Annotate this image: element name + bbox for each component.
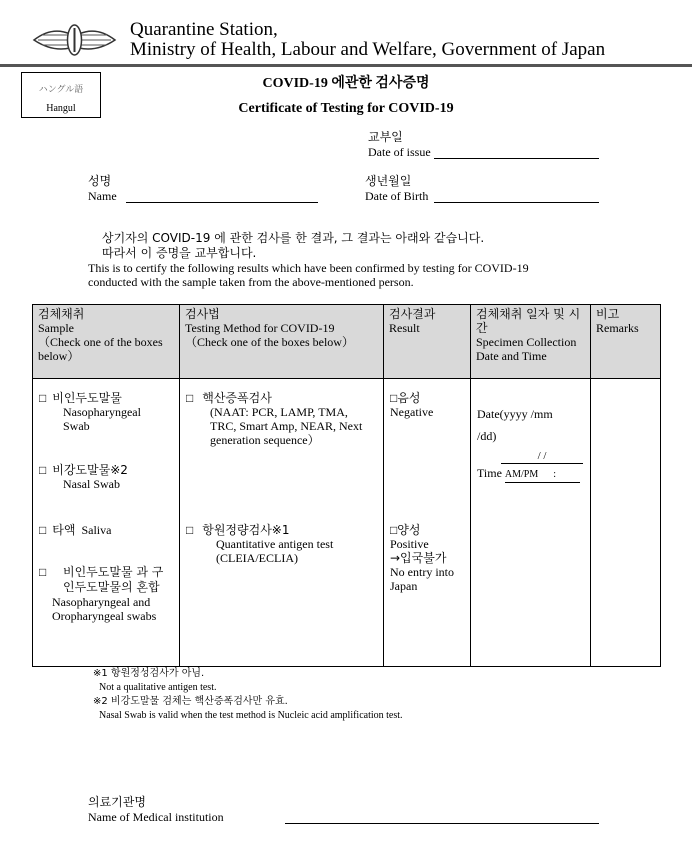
header-remarks: 비고 Remarks <box>591 305 661 379</box>
time-field[interactable]: AM/PM : <box>505 468 580 483</box>
checkbox[interactable]: □ <box>390 523 398 537</box>
checkbox[interactable]: □ <box>39 391 47 405</box>
dob-label-en: Date of Birth <box>365 189 429 203</box>
header-date: 검체채취 일자 및 시간 Specimen Collection Date and Time <box>471 305 591 379</box>
note-1-en: Not a qualitative antigen test. <box>99 682 217 693</box>
date-cell <box>471 379 591 667</box>
method-option[interactable]: □ 항원정량검사※1 Quantitative antigen test (CLEIA/ECLIA) <box>186 523 334 565</box>
name-field[interactable] <box>126 189 318 203</box>
checkbox[interactable]: □ <box>186 523 194 537</box>
statement-en-2: conducted with the sample taken from the above-mentioned person. <box>88 275 414 289</box>
header-divider <box>0 64 692 67</box>
time-label: Time AM/PM : <box>477 466 580 483</box>
title-ko: COVID-19 에관한 검사증명 <box>262 76 430 91</box>
note-2-ko: ※2 비강도말물 검체는 핵산증폭검사만 유효. <box>93 696 288 707</box>
checkbox[interactable]: □ <box>39 523 47 537</box>
result-cell <box>384 379 471 667</box>
dob-field[interactable] <box>434 189 599 203</box>
checkbox[interactable]: □ <box>39 565 47 579</box>
result-negative[interactable]: □음성 Negative <box>390 391 434 419</box>
header-sample: 검체채취 Sample （Check one of the boxes below） <box>33 305 180 379</box>
name-label-ko: 성명 <box>88 174 112 188</box>
name-label-en: Name <box>88 189 117 203</box>
statement-ko-2: 따라서 이 증명을 교부합니다. <box>102 246 257 260</box>
sample-cell <box>33 379 180 667</box>
title-en: Certificate of Testing for COVID-19 <box>238 101 454 116</box>
date-label: Date(yyyy /mm /dd) <box>477 407 553 443</box>
emblem-logo <box>32 22 117 58</box>
checkbox[interactable]: □ <box>39 463 47 477</box>
results-table <box>32 304 661 667</box>
sample-option[interactable]: □ 타액 Saliva <box>39 523 112 537</box>
statement-ko-1: 상기자의 COVID-19 에 관한 검사를 한 결과, 그 결과는 아래와 같습니다. <box>102 231 485 245</box>
sample-option[interactable]: □ 비인두도말물 Nasopharyngeal Swab <box>39 391 141 433</box>
org-line2: Ministry of Health, Labour and Welfare, Government of Japan <box>130 39 606 60</box>
language-en: Hangul <box>46 103 76 114</box>
org-line1: Quarantine Station, <box>130 19 278 40</box>
method-cell <box>180 379 384 667</box>
checkbox[interactable]: □ <box>186 391 194 405</box>
issue-date-field[interactable] <box>434 145 599 159</box>
statement-en-1: This is to certify the following results which have been confirmed by testing for COVID-19 <box>88 261 529 275</box>
issue-label-en: Date of issue <box>368 145 431 159</box>
sample-option[interactable]: □ 비강도말물※2 Nasal Swab <box>39 463 128 491</box>
note-2-en: Nasal Swab is valid when the test method is Nucleic acid amplification test. <box>99 710 403 721</box>
header-method: 검사법 Testing Method for COVID-19 （Check one of the boxes below） <box>180 305 384 379</box>
language-ja: ハングル語 <box>38 85 84 95</box>
institution-label-ko: 의료기관명 <box>88 795 146 809</box>
institution-label-en: Name of Medical institution <box>88 810 224 824</box>
note-1-ko: ※1 항원정성검사가 아님. <box>93 668 205 679</box>
header-result: 검사결과 Result <box>384 305 471 379</box>
date-field[interactable]: / / <box>501 449 583 464</box>
result-positive[interactable]: □양성 Positive →입국불가 No entry into Japan <box>390 523 454 593</box>
issue-label-ko: 교부일 <box>368 130 403 144</box>
institution-field[interactable] <box>285 810 599 824</box>
dob-label-ko: 생년월일 <box>365 174 412 188</box>
header-org <box>130 20 605 60</box>
method-option[interactable]: □ 핵산증폭검사 (NAAT: PCR, LAMP, TMA, TRC, Smart Amp, NEAR, Next generation sequence） <box>186 391 363 447</box>
sample-option[interactable]: □ 비인두도말물 과 구인두도말물의 혼합 Nasopharyngeal and Oropharyngeal swabs <box>39 565 164 623</box>
remarks-cell[interactable] <box>591 379 661 667</box>
checkbox[interactable]: □ <box>390 391 398 405</box>
